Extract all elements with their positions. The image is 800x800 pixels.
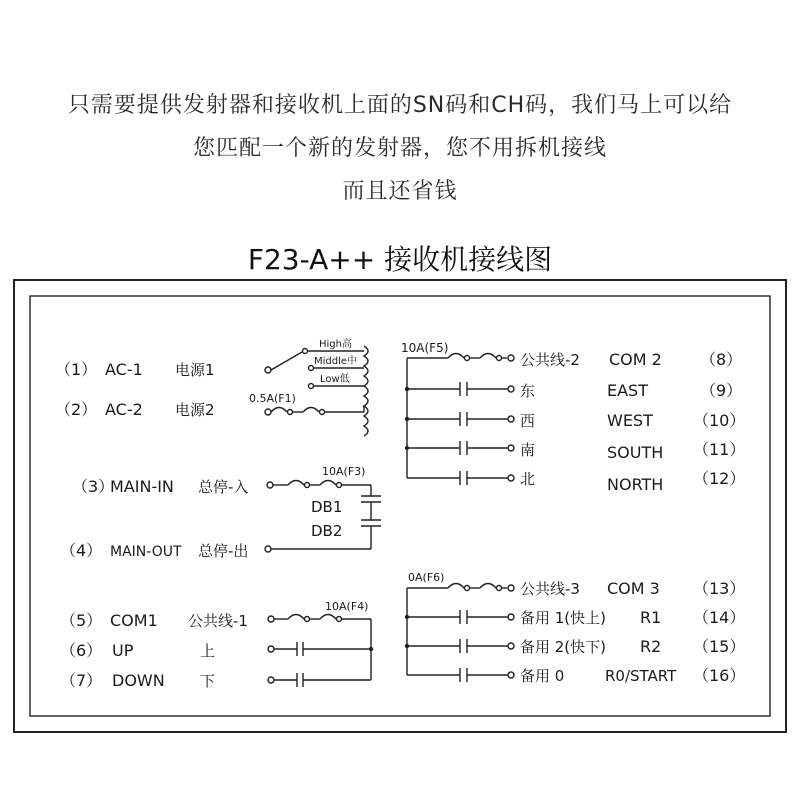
r1-num: （14） [693, 608, 746, 627]
com3-code: COM 3 [607, 579, 660, 598]
com2-cn: 公共线-2 [520, 351, 580, 369]
r0-cn: 备用 0 [520, 667, 565, 685]
east-code: EAST [607, 381, 648, 400]
east-cn: 东 [520, 382, 536, 400]
header-line-3: 而且还省钱 [342, 179, 458, 204]
terminal-7-cn: 下 [200, 672, 216, 690]
com3-num: （13） [693, 579, 746, 598]
fuse-f4-label: 10A(F4) [325, 600, 369, 613]
r2-code: R2 [640, 637, 662, 656]
fuse-f5-label: 10A(F5) [401, 341, 449, 355]
com2-num: （8） [700, 350, 743, 369]
direction-relay-circuit [405, 354, 514, 486]
header-line-2: 您匹配一个新的发射器，您不用拆机接线 [192, 136, 607, 161]
south-cn: 南 [520, 441, 536, 459]
fuse-f1-label: 0.5A(F1) [249, 392, 296, 405]
r2-cn: 备用 2(快下) [520, 638, 607, 656]
fuse-f3-label: 10A(F3) [322, 465, 366, 478]
header-line-1: 只需要提供发射器和接收机上面的SN码和CH码，我们马上可以给 [67, 93, 733, 118]
west-num: （10） [693, 411, 746, 430]
terminal-6-cn: 上 [200, 642, 216, 660]
r0-code: R0/START [605, 667, 677, 685]
com3-cn: 公共线-3 [520, 580, 580, 598]
tap-high-label: High高 [319, 339, 352, 350]
terminal-4-number: （4） [60, 541, 103, 560]
terminal-7-number: （7） [60, 671, 103, 690]
terminal-2-number: （2） [55, 400, 98, 419]
db2-label: DB2 [311, 522, 343, 540]
terminal-3-cn: 总停-入 [198, 478, 249, 496]
outer-frame [14, 280, 786, 732]
north-cn: 北 [520, 470, 536, 488]
terminal-6-number: （6） [60, 641, 103, 660]
terminal-7-code: DOWN [112, 671, 165, 690]
diagram-title: F23-A++ 接收机接线图 [247, 243, 553, 276]
terminal-2-code: AC-2 [105, 400, 143, 419]
terminal-2-cn: 电源2 [175, 401, 215, 419]
terminal-1-code: AC-1 [105, 360, 143, 379]
r1-code: R1 [640, 608, 662, 627]
r2-num: （15） [693, 637, 746, 656]
reserve-relay-circuit [405, 584, 514, 683]
terminal-1-number: （1） [55, 360, 98, 379]
tap-low-label: Low低 [320, 374, 350, 385]
terminal-5-cn: 公共线-1 [188, 612, 248, 630]
north-num: （12） [693, 469, 746, 488]
fuse-f6-label: 0A(F6) [408, 571, 445, 584]
west-code: WEST [607, 411, 653, 430]
east-num: （9） [700, 381, 743, 400]
db1-label: DB1 [311, 498, 343, 516]
terminal-3-number: （3） [72, 477, 115, 496]
north-code: NORTH [607, 475, 664, 494]
terminal-6-code: UP [112, 641, 134, 660]
west-cn: 西 [520, 412, 536, 430]
terminal-4-code: MAIN-OUT [110, 544, 182, 560]
terminal-5-code: COM1 [110, 611, 158, 630]
com2-code: COM 2 [609, 350, 662, 369]
terminal-1-cn: 电源1 [175, 361, 215, 379]
r0-num: （16） [693, 666, 746, 685]
main-stop-circuit [265, 481, 381, 553]
r1-cn: 备用 1(快上) [520, 609, 607, 627]
terminal-3-code: MAIN-IN [110, 477, 174, 496]
terminal-4-cn: 总停-出 [198, 542, 249, 560]
south-code: SOUTH [607, 443, 664, 462]
terminal-5-number: （5） [60, 611, 103, 630]
com1-up-down-circuit [268, 615, 373, 688]
tap-middle-label: Middle中 [314, 356, 358, 367]
south-num: （11） [693, 440, 746, 459]
